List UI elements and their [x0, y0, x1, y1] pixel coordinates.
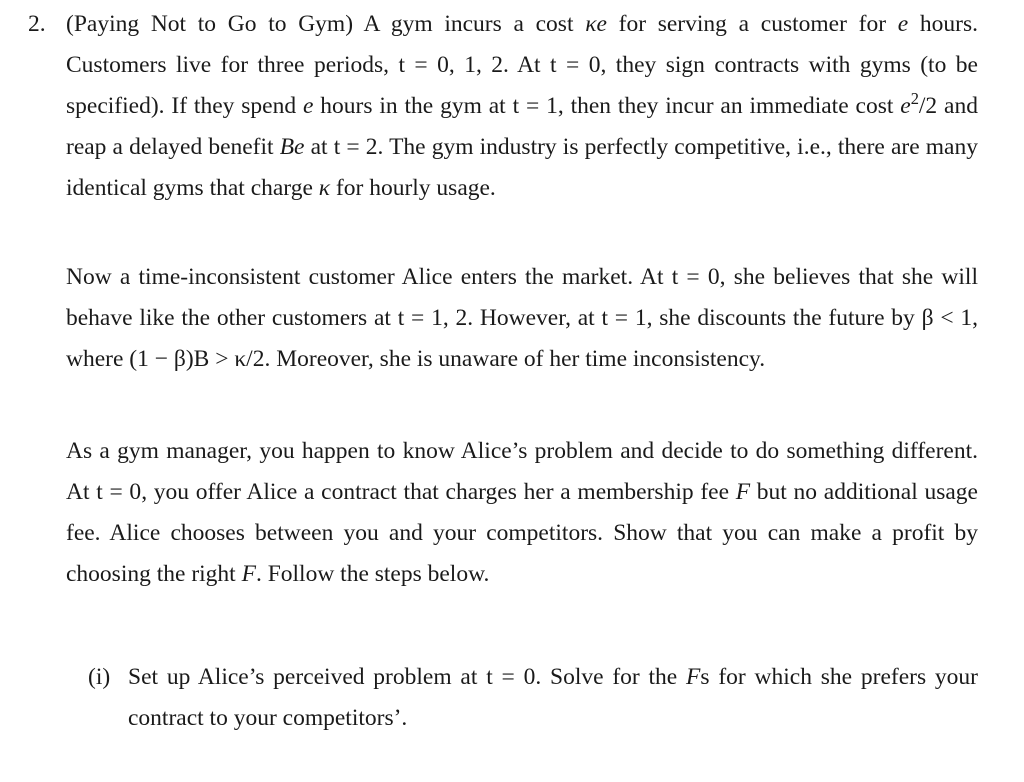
text: for serving a customer for [606, 11, 898, 37]
math-t0: t = 0 [486, 664, 536, 690]
math-periods: t = 0, 1, 2 [398, 52, 504, 78]
text: . Solve for the [535, 664, 687, 690]
math-t1: t = 1 [512, 93, 558, 119]
text: A gym incurs a cost [363, 11, 586, 37]
math-t0: t = 0 [550, 52, 601, 78]
math-cost-base: e [900, 93, 911, 119]
math-t0: t = 0 [671, 264, 720, 290]
math-t12: t = 1, 2 [397, 305, 468, 331]
item-i-label: (i) [88, 664, 111, 690]
math-cost-denominator: /2 [918, 93, 938, 119]
text: . However, at [467, 305, 602, 331]
question-number: 2. [28, 11, 46, 37]
text: , you offer Alice a contract that charges her a membership fee [141, 479, 736, 505]
text: . At [503, 52, 551, 78]
text: and reap a delayed benefit [66, 93, 978, 160]
text: . Moreover, she is unaware of her time inconsistency. [264, 346, 766, 372]
math-t1: t = 1 [601, 305, 647, 331]
text: , she discounts the future by [646, 305, 922, 331]
math-F: F [241, 561, 256, 587]
math-beta: β < 1 [921, 305, 973, 331]
text: at [304, 134, 334, 160]
text: . The gym industry is perfectly competitive, i.e., there are many identical gyms that charge [66, 134, 978, 201]
math-F: F [686, 664, 701, 690]
math-e: e [897, 11, 909, 37]
text: hours in the gym at [313, 93, 513, 119]
text: , where [66, 305, 978, 372]
text: , they sign contracts with gyms (to be specified). If they spend [66, 52, 978, 119]
math-benefit: Be [279, 134, 305, 160]
text: for hourly usage. [330, 175, 496, 201]
math-condition: (1 − β)B > κ/2 [129, 346, 265, 372]
math-t2: t = 2 [333, 134, 378, 160]
math-kappa: κ [318, 175, 331, 201]
text: As a gym manager, you happen to know Alice’s problem and decide to do something different. At [66, 438, 978, 505]
math-cost-exponent: 2 [910, 89, 919, 109]
paragraph-alice [66, 257, 978, 380]
text: Set up Alice’s perceived problem at [128, 664, 487, 690]
text: , then they incur an immediate cost [557, 93, 901, 119]
text: hours. Customers live for three periods, [66, 11, 978, 78]
paragraph-manager [66, 431, 978, 595]
question-title: (Paying Not to Go to Gym) [66, 11, 354, 37]
math-e: e [302, 93, 314, 119]
text: , she believes that she will behave like the other customers at [66, 264, 978, 331]
text: but no additional usage fee. Alice chooses between you and your competitors. Show that you can make a profit by choosing the right [66, 479, 978, 587]
math-t0: t = 0 [96, 479, 142, 505]
math-kappa-e: κe [585, 11, 607, 37]
text: . Follow the steps below. [255, 561, 490, 587]
item-i-text [128, 657, 978, 739]
text: s for which she prefers your contract to your competitors’. [128, 664, 978, 731]
text: Now a time-inconsistent customer Alice enters the market. At [66, 264, 672, 290]
math-F: F [735, 479, 751, 505]
paragraph-setup [66, 4, 978, 209]
